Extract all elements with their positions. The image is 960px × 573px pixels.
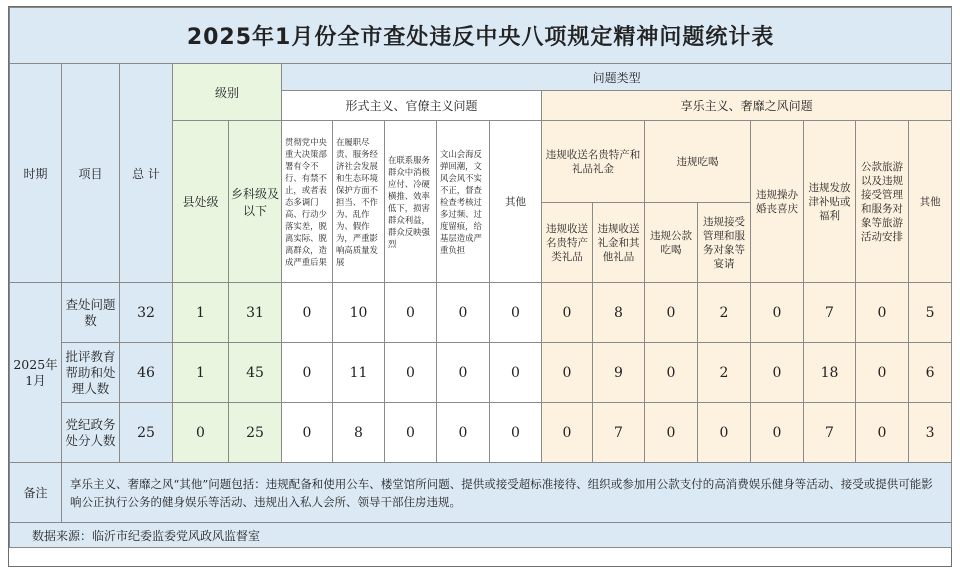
header-wedding: 违规操办婚丧喜庆 [751, 121, 804, 283]
header-period: 时期 [10, 64, 62, 283]
header-eating: 违规吃喝 [645, 121, 751, 203]
cell-f2: 10 [333, 283, 385, 343]
header-allowance: 违规发放津补贴或福利 [804, 121, 856, 283]
header-eating-public: 违规公款吃喝 [645, 203, 698, 283]
header-gift-specialty: 违规收送名贵特产类礼品 [542, 203, 593, 283]
cell-h8: 3 [909, 403, 952, 463]
cell-h3: 0 [645, 283, 698, 343]
cell-h5: 0 [751, 283, 804, 343]
cell-h5: 0 [751, 403, 804, 463]
row-label: 批评教育帮助和处理人数 [62, 343, 120, 403]
cell-county: 0 [173, 403, 229, 463]
header-problem-type: 问题类型 [282, 64, 952, 91]
cell-county: 1 [173, 343, 229, 403]
header-formalism-other: 其他 [490, 121, 542, 283]
cell-h7: 0 [856, 283, 909, 343]
header-formalism-4: 文山会海反弹回潮，文风会风不实不正，督查检查考核过多过频、过度留痕，给基层造成严重负担 [437, 121, 490, 283]
row-label: 党纪政务处分人数 [62, 403, 120, 463]
data-source: 数据来源：临沂市纪委监委党风政风监督室 [10, 523, 952, 548]
cell-h1: 0 [542, 283, 593, 343]
header-formalism-2: 在履职尽责、服务经济社会发展和生态环境保护方面不担当、不作为、乱作为、假作为，严重影响高质量发展 [333, 121, 385, 283]
statistics-table-frame [8, 6, 952, 567]
cell-h4: 2 [698, 283, 751, 343]
cell-h2: 8 [593, 283, 645, 343]
cell-f5: 0 [490, 283, 542, 343]
cell-f3: 0 [385, 403, 437, 463]
cell-h1: 0 [542, 343, 593, 403]
cell-f4: 0 [437, 283, 490, 343]
cell-f3: 0 [385, 343, 437, 403]
header-gift: 违规收送名贵特产和礼品礼金 [542, 121, 645, 203]
cell-h2: 9 [593, 343, 645, 403]
period-cell: 2025年1月 [10, 283, 62, 463]
header-formalism-3: 在联系服务群众中消极应付、冷硬横推、效率低下，损害群众利益，群众反映强烈 [385, 121, 437, 283]
cell-h6: 7 [804, 283, 856, 343]
cell-h4: 2 [698, 343, 751, 403]
cell-f1: 0 [282, 403, 333, 463]
header-formalism-1: 贯彻党中央重大决策部署有令不行、有禁不止，或者表态多调门高、行动少落实差，脱离实际、脱离群众，造成严重后果 [282, 121, 333, 283]
page-title: 2025年1月份全市查处违反中央八项规定精神问题统计表 [10, 8, 952, 64]
header-formalism: 形式主义、官僚主义问题 [282, 91, 542, 121]
cell-f5: 0 [490, 343, 542, 403]
cell-h8: 5 [909, 283, 952, 343]
header-level: 级别 [173, 64, 282, 121]
cell-h2: 7 [593, 403, 645, 463]
cell-h6: 7 [804, 403, 856, 463]
cell-h7: 0 [856, 343, 909, 403]
cell-h4: 0 [698, 403, 751, 463]
cell-total: 25 [120, 403, 173, 463]
header-item: 项目 [62, 64, 120, 283]
statistics-table [9, 7, 952, 548]
note-label: 备注 [10, 463, 62, 523]
row-label: 查处问题数 [62, 283, 120, 343]
cell-f1: 0 [282, 343, 333, 403]
cell-h3: 0 [645, 343, 698, 403]
cell-h8: 6 [909, 343, 952, 403]
header-level-county: 县处级 [173, 121, 229, 283]
table-row [10, 403, 952, 463]
cell-township: 45 [229, 343, 282, 403]
header-hedonism: 享乐主义、奢靡之风问题 [542, 91, 952, 121]
header-travel: 公款旅游以及违规接受管理和服务对象等旅游活动安排 [856, 121, 909, 283]
cell-h5: 0 [751, 343, 804, 403]
cell-township: 31 [229, 283, 282, 343]
cell-f4: 0 [437, 343, 490, 403]
header-eating-banquet: 违规接受管理和服务对象等宴请 [698, 203, 751, 283]
cell-h3: 0 [645, 403, 698, 463]
header-level-township: 乡科级及以下 [229, 121, 282, 283]
note-text: 享乐主义、奢靡之风“其他”问题包括：违规配备和使用公车、楼堂馆所问题、提供或接受超标准接待、组织或参加用公款支付的高消费娱乐健身等活动、接受或提供可能影响公正执行公务的健身娱乐等活动、违规出入私人会所、领导干部住房违规。 [62, 463, 952, 523]
cell-total: 32 [120, 283, 173, 343]
header-hedonism-other: 其他 [909, 121, 952, 283]
table-row [10, 343, 952, 403]
cell-h1: 0 [542, 403, 593, 463]
cell-f2: 8 [333, 403, 385, 463]
cell-county: 1 [173, 283, 229, 343]
cell-h6: 18 [804, 343, 856, 403]
table-row [10, 283, 952, 343]
cell-f2: 11 [333, 343, 385, 403]
cell-total: 46 [120, 343, 173, 403]
cell-h7: 0 [856, 403, 909, 463]
header-total: 总 计 [120, 64, 173, 283]
cell-township: 25 [229, 403, 282, 463]
header-gift-money: 违规收送礼金和其他礼品 [593, 203, 645, 283]
cell-f4: 0 [437, 403, 490, 463]
cell-f5: 0 [490, 403, 542, 463]
cell-f1: 0 [282, 283, 333, 343]
cell-f3: 0 [385, 283, 437, 343]
